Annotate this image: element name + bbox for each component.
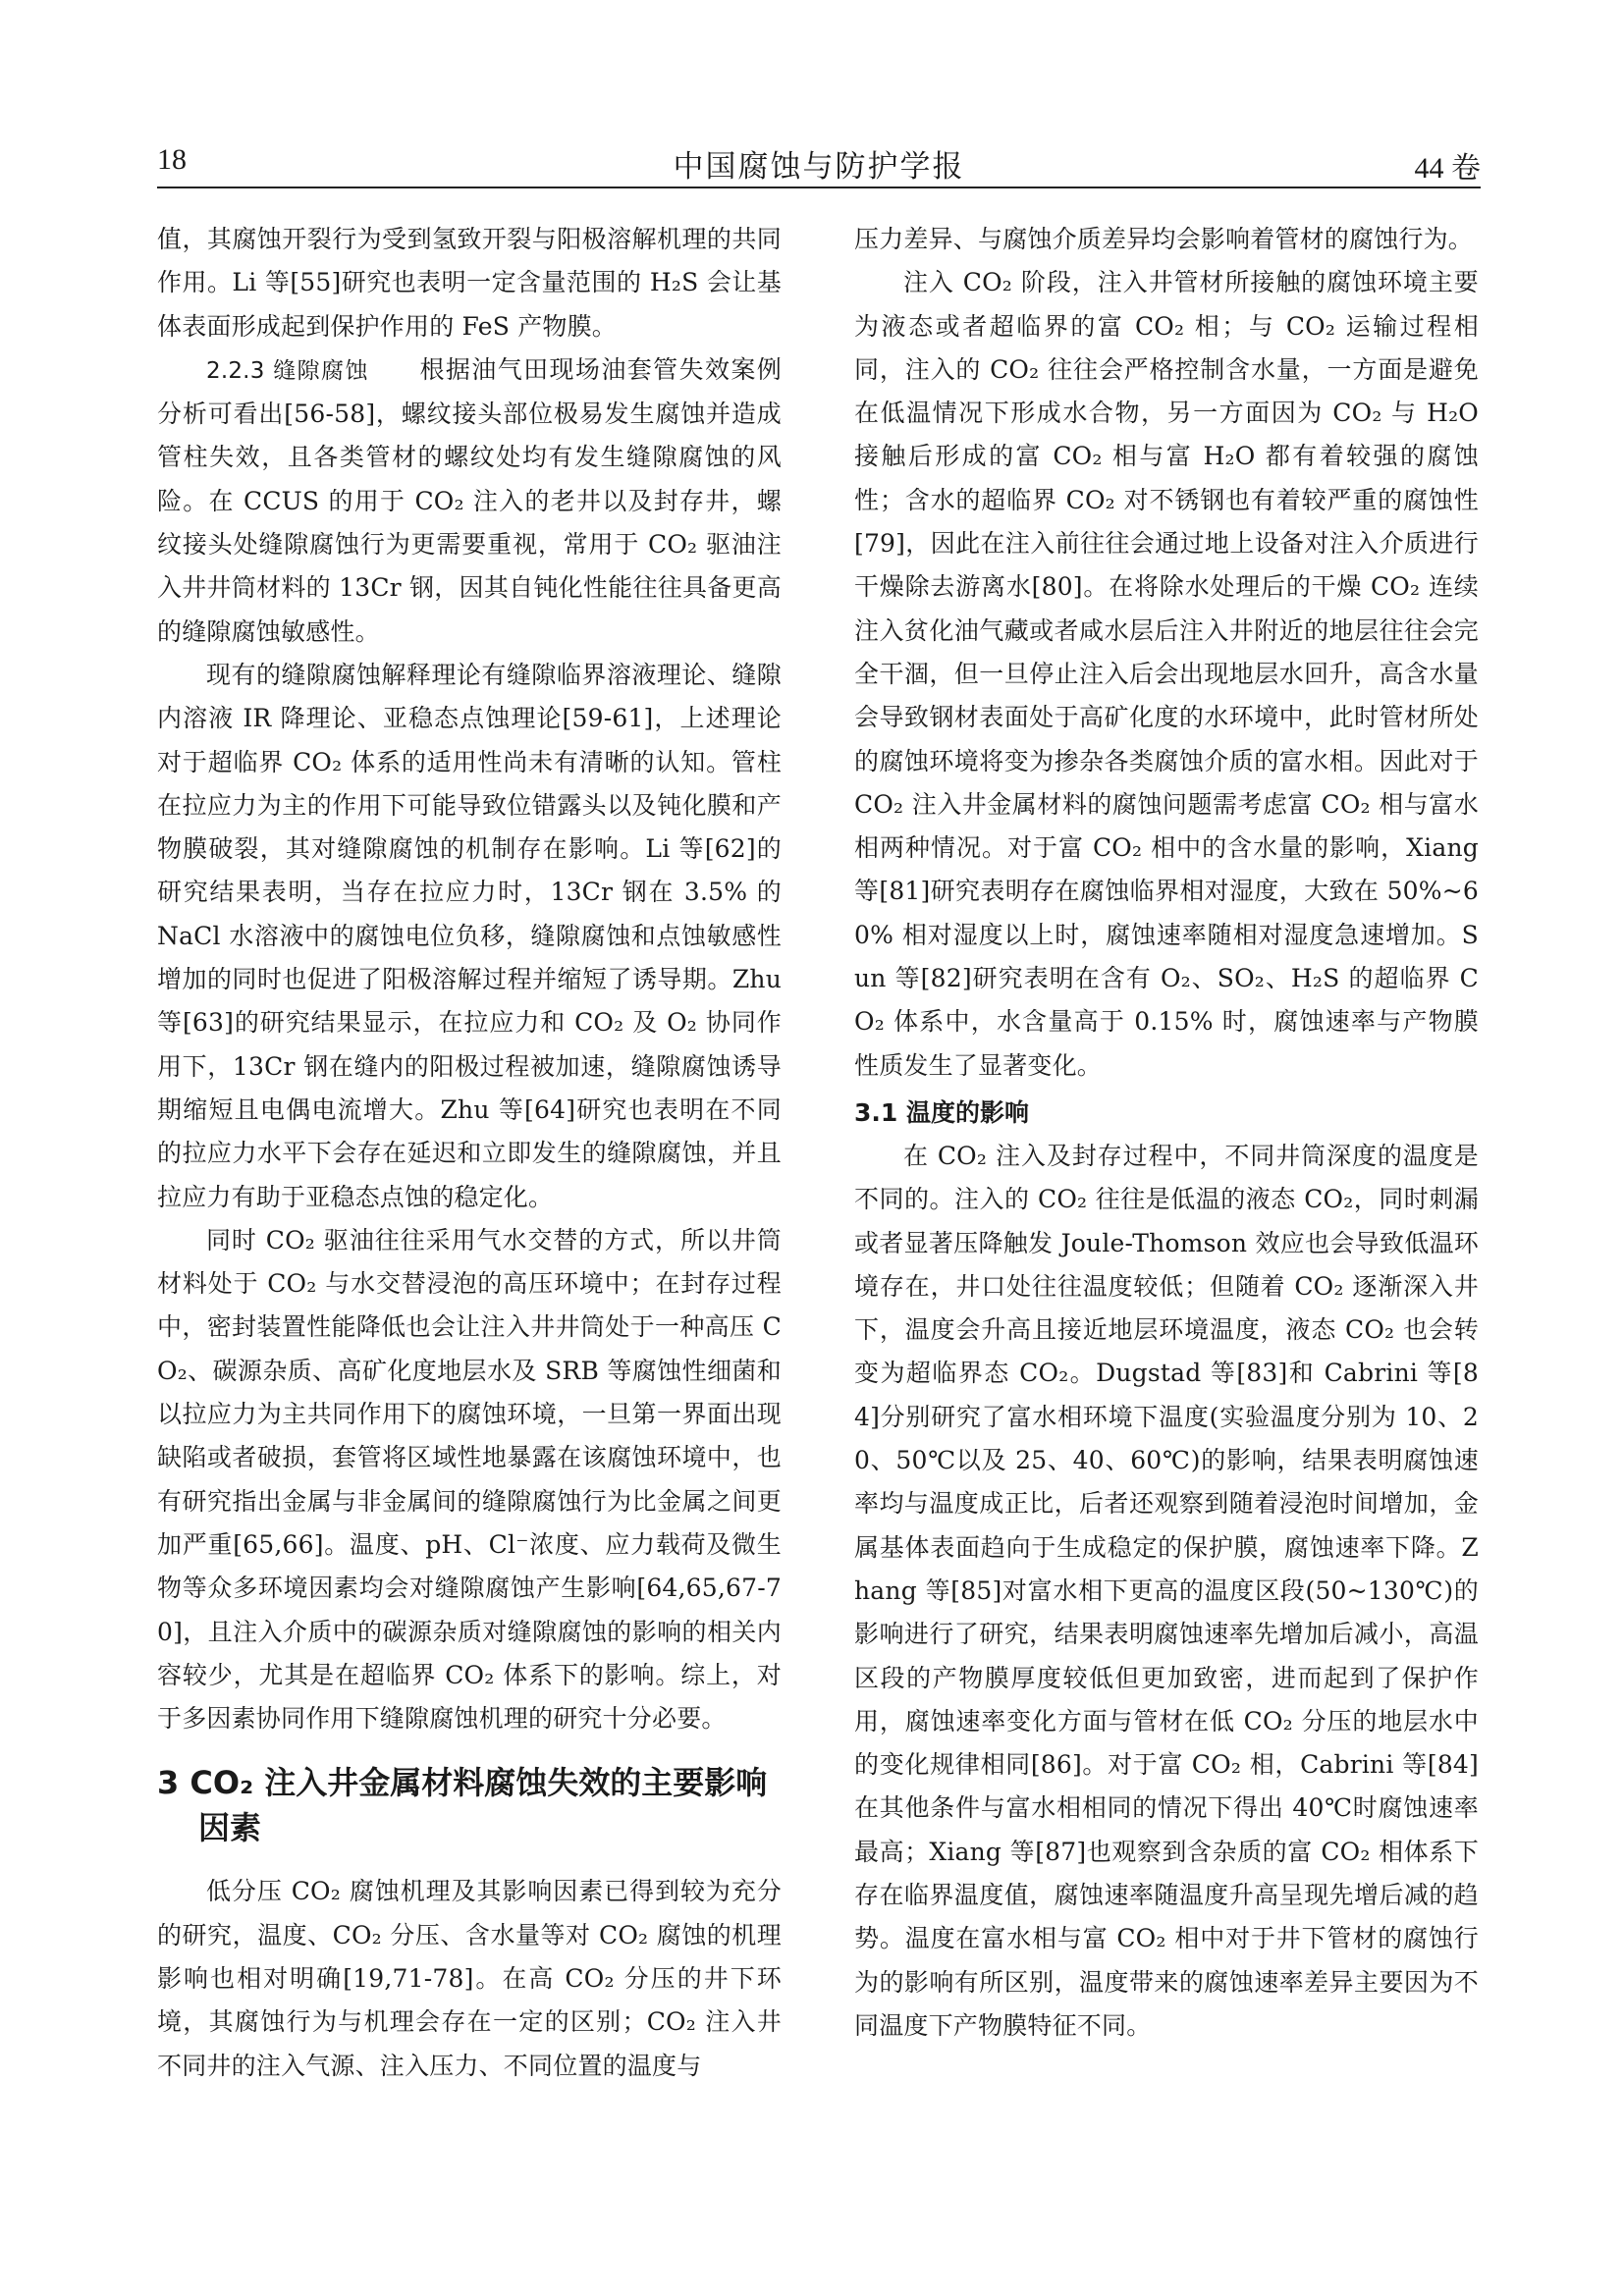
subsection-title: 3.1 温度的影响 xyxy=(854,1097,1029,1127)
paragraph-text: 根据油气田现场油套管失效案例分析可看出[56-58]，螺纹接头部位极易发生腐蚀并造成管柱失效，且各类管材的螺纹处均有发生缝隙腐蚀的风险。在 CCUS 的用于 CO₂ 注入的老井以及封存井，螺纹接头处缝隙腐蚀行为更需要重视，常用于 CO₂ 驱油注入井井筒材料的 13Cr 钢，因其自钝化性能往往具备更高的缝隙腐蚀敏感性。 xyxy=(157,354,782,646)
paragraph: 低分压 CO₂ 腐蚀机理及其影响因素已得到较为充分的研究，温度、CO₂ 分压、含水量等对 CO₂ 腐蚀的机理影响也相对明确[19,71-78]。在高 CO₂ 分压的井下环境，其腐蚀行为与机理会存在一定的区别；CO₂ 注入井不同井的注入气源、注入压力、不同位置的温度与 xyxy=(157,1877,782,2080)
paragraph: 压力差异、与腐蚀介质差异均会影响着管材的腐蚀行为。 xyxy=(854,225,1474,253)
volume-label: 44 卷 xyxy=(1414,152,1481,185)
section-title: 3 CO₂ 注入井金属材料腐蚀失效的主要影响因素 xyxy=(157,1764,768,1847)
left-column xyxy=(157,218,782,2088)
paragraph: 值，其腐蚀开裂行为受到氢致开裂与阳极溶解机理的共同作用。Li 等[55]研究也表明一定含量范围的 H₂S 会让基体表面形成起到保护作用的 FeS 产物膜。 xyxy=(157,225,782,341)
journal-title: 中国腐蚀与防护学报 xyxy=(673,149,965,184)
running-header xyxy=(157,135,1481,188)
paragraph: 在 CO₂ 注入及封存过程中，不同井筒深度的温度是不同的。注入的 CO₂ 往往是低温的液态 CO₂，同时刺漏或者显著压降触发 Joule-Thomson 效应也会导致低温环境存在，井口处往往温度较低；但随着 CO₂ 逐渐深入井下，温度会升高且接近地层环境温度，液态 CO₂ 也会转变为超临界态 CO₂。Dugstad 等[83]和 Cabrini 等[84]分别研究了富水相环境下温度(实验温度分别为 10、20、50℃以及 25、40、60℃)的影响，结果表明腐蚀速率均与温度成正比，后者还观察到随着浸泡时间增加，金属基体表面趋向于生成稳定的保护膜，腐蚀速率下降。Zhang 等[85]对富水相下更高的温度区段(50~130℃)的影响进行了研究，结果表明腐蚀速率先增加后减小，高温区段的产物膜厚度较低但更加致密，进而起到了保护作用，腐蚀速率变化方面与管材在低 CO₂ 分压的地层水中的变化规律相同[86]。对于富 CO₂ 相，Cabrini 等[84]在其他条件与富水相相同的情况下得出 40℃时腐蚀速率最高；Xiang 等[87]也观察到含杂质的富 CO₂ 相体系下存在临界温度值，腐蚀速率随温度升高呈现先增后减的趋势。温度在富水相与富 CO₂ 相中对于井下管材的腐蚀行为的影响有所区别，温度带来的腐蚀速率差异主要因为不同温度下产物膜特征不同。 xyxy=(854,1141,1479,2040)
paragraph-crevice-corrosion xyxy=(157,348,782,654)
paragraph: 注入 CO₂ 阶段，注入井管材所接触的腐蚀环境主要为液态或者超临界的富 CO₂ 相；与 CO₂ 运输过程相同，注入的 CO₂ 往往会严格控制含水量，一方面是避免在低温情况下形成水合物，另一方面因为 CO₂ 与 H₂O 接触后形成的富 CO₂ 相与富 H₂O 都有着较强的腐蚀性；含水的超临界 CO₂ 对不锈钢也有着较严重的腐蚀性[79]，因此在注入前往往会通过地上设备对注入介质进行干燥除去游离水[80]。在将除水处理后的干燥 CO₂ 连续注入贫化油气藏或者咸水层后注入井附近的地层往往会完全干涸，但一旦停止注入后会出现地层水回升，高含水量会导致钢材表面处于高矿化度的水环境中，此时管材所处的腐蚀环境将变为掺杂各类腐蚀介质的富水相。因此对于 CO₂ 注入井金属材料的腐蚀问题需考虑富 CO₂ 相与富水相两种情况。对于富 CO₂ 相中的含水量的影响，Xiang 等[81]研究表明存在腐蚀临界相对湿度，大致在 50%~60% 相对湿度以上时，腐蚀速率随相对湿度急速增加。Sun 等[82]研究表明在含有 O₂、SO₂、H₂S 的超临界 CO₂ 体系中，水含量高于 0.15% 时，腐蚀速率与产物膜性质发生了显著变化。 xyxy=(854,268,1479,1080)
subsection-heading-2-2-3: 2.2.3 缝隙腐蚀 xyxy=(206,357,369,384)
paragraph: 同时 CO₂ 驱油往往采用气水交替的方式，所以井筒材料处于 CO₂ 与水交替浸泡的高压环境中；在封存过程中，密封装置性能降低也会让注入井井筒处于一种高压 CO₂、碳源杂质、高矿化度地层水及 SRB 等腐蚀性细菌和以拉应力为主共同作用下的腐蚀环境，一旦第一界面出现缺陷或者破损，套管将区域性地暴露在该腐蚀环境中，也有研究指出金属与非金属间的缝隙腐蚀行为比金属之间更加严重[65,66]。温度、pH、Cl⁻浓度、应力载荷及微生物等众多环境因素均会对缝隙腐蚀产生影响[64,65,67-70]，且注入介质中的碳源杂质对缝隙腐蚀的影响的相关内容较少，尤其是在超临界 CO₂ 体系下的影响。综上，对于多因素协同作用下缝隙腐蚀机理的研究十分必要。 xyxy=(157,1225,782,1734)
right-column xyxy=(854,218,1479,2048)
paragraph: 现有的缝隙腐蚀解释理论有缝隙临界溶液理论、缝隙内溶液 IR 降理论、亚稳态点蚀理论[59-61]，上述理论对于超临界 CO₂ 体系的适用性尚未有清晰的认知。管柱在拉应力为主的作用下可能导致位错露头以及钝化膜和产物膜破裂，其对缝隙腐蚀的机制存在影响。Li 等[62]的研究结果表明，当存在拉应力时，13Cr 钢在 3.5% 的 NaCl 水溶液中的腐蚀电位负移，缝隙腐蚀和点蚀敏感性增加的同时也促进了阳极溶解过程并缩短了诱导期。Zhu 等[63]的研究结果显示，在拉应力和 CO₂ 及 O₂ 协同作用下，13Cr 钢在缝内的阳极过程被加速，缝隙腐蚀诱导期缩短且电偶电流增大。Zhu 等[64]研究也表明在不同的拉应力水平下会存在延迟和立即发生的缝隙腐蚀，并且拉应力有助于亚稳态点蚀的稳定化。 xyxy=(157,660,782,1211)
page-number: 18 xyxy=(157,143,187,176)
